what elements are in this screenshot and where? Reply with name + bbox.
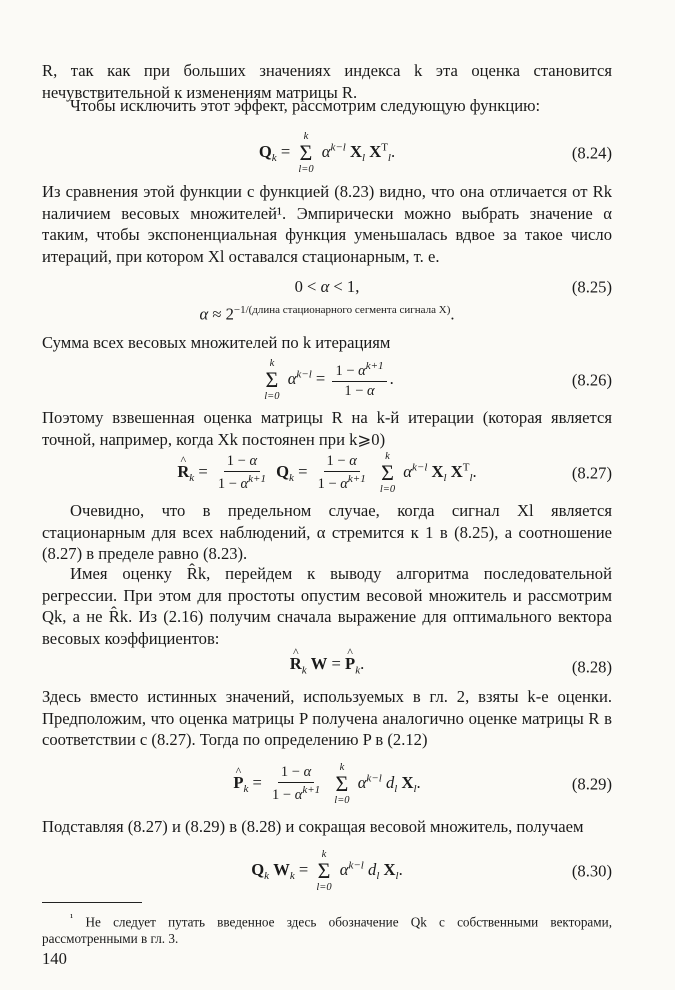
equation-number: (8.29) <box>571 774 612 794</box>
paragraph-1: R, так как при больших значениях индекса k эта оценка становится нечувствительной к изменениям матрицы R. <box>42 61 612 102</box>
paragraph-4: Сумма всех весовых множителей по k итерациям <box>42 333 391 352</box>
equation-number: (8.28) <box>571 657 612 677</box>
equation-8-26: k Σ l=0 $\alpha^{k-l}$ = $\frac{1 - \alpha^{k+1}}{1 - \alpha}$ . (8.26) <box>264 358 612 402</box>
paragraph-5: Поэтому взвешенная оценка матрицы R на k-й итерации (которая является точной, например, когда Xk постоянен при k⩾0) <box>42 408 612 449</box>
paragraph-9: Подставляя (8.27) и (8.29) в (8.28) и сокращая весовой множитель, получаем <box>42 817 584 836</box>
equation-8-24: $Q_k$ = k Σ l=0 $\alpha^{k-l}$ $X_l$ $X^T_l$. (8.24) <box>258 131 612 175</box>
footnote <box>42 910 612 947</box>
footnote-rule <box>42 902 142 903</box>
equation-number: (8.30) <box>571 861 612 881</box>
equation-8-25: 0 < α < 1, (8.25) <box>294 277 612 297</box>
equation-8-29: ^ $P_k$ = $\frac{1 - \alpha}{1 - \alpha^{k+1}}$ k Σ l=0 $\alpha^{k-l}$ $d_l$ $X_l$. (8.29) <box>42 760 612 808</box>
paragraph-8: Здесь вместо истинных значений, используемых в гл. 2, взяты k-е оценки. Предположим, что оценка матрицы P получена аналогично оценке матрицы R в соответствии с (8.27). Тогда по определению P в (2.12) <box>42 687 612 749</box>
footnote-text: Не следует путать введенное здесь обозначение Qk с собственными векторами, рассмотренными в гл. 3. <box>42 914 612 947</box>
equation-8-28: ^ $R_k$ W = ^ $P_k$. (8.28) <box>42 652 612 682</box>
footnote-mark: ¹ <box>70 912 74 924</box>
equation-number: (8.26) <box>571 370 612 390</box>
page-number: 140 <box>42 949 67 968</box>
paragraph-2: Чтобы исключить этот эффект, рассмотрим следующую функцию: <box>70 96 541 115</box>
equation-number: (8.27) <box>571 463 612 483</box>
paragraph-3: Из сравнения этой функции с функцией (8.23) видно, что она отличается от Rk наличием весовых множителей¹. Эмпирически можно выбрать значение α таким, чтобы экспоненциальная функция уменьшалась вдвое за такое число итераций, при котором Xl оставался стационарным, т. е. <box>42 182 612 266</box>
equation-number: (8.24) <box>571 143 612 163</box>
equation-8-25-approx: $\alpha \approx 2^{-1/(длина стационарного сегмента сигнала X)}$. <box>199 304 455 325</box>
paragraph-7: Имея оценку R̂k, перейдем к выводу алгоритма последовательной регрессии. При этом для простоты опустим весовой множитель и рассмотрим Qk, а не R̂k. Из (2.16) получим сначала выражение для оптимального вектора весовых коэффициентов: <box>42 564 612 648</box>
paragraph-6: Очевидно, что в предельном случае, когда сигнал Xl является стационарным для всех наблюдений, α стремится к 1 в (8.25), а соотношение (8.27) в пределе равно (8.23). <box>42 501 612 563</box>
equation-8-27: ^ $R_k$ = $\frac{1 - \alpha}{1 - \alpha^{k+1}}$ $Q_k$ = $\frac{1 - \alpha}{1 - \alpha^{k+1}}$ k Σ l=0 $\alpha^{k-l}$ $X_l$ $X^T_l$. (8.27) <box>42 450 612 496</box>
equation-8-30: $Q_k$ $W_k$ = k Σ l=0 $\alpha^{k-l}$ $d_l$ $X_l$. (8.30) <box>251 849 612 893</box>
stationary-segment-condition: (длина стационарного сегмента сигнала X) <box>248 304 451 317</box>
equation-number: (8.25) <box>571 277 612 297</box>
